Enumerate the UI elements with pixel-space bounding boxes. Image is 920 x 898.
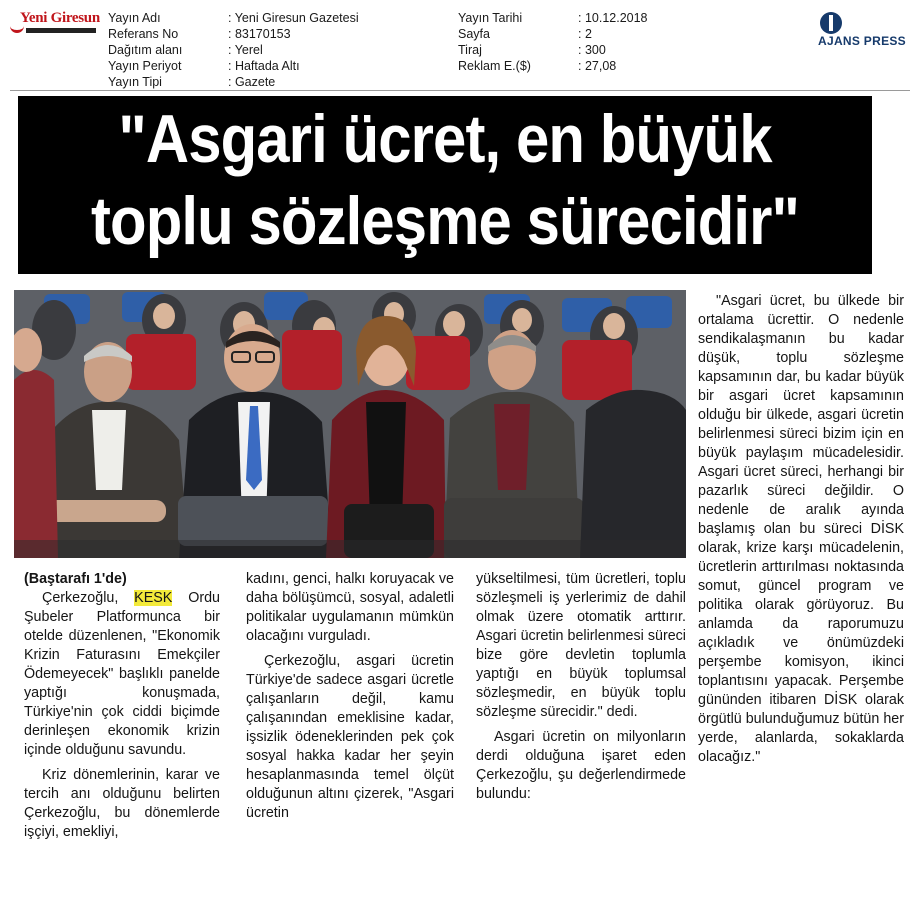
meta-value-period: : Haftada Altı bbox=[228, 59, 300, 73]
meta-value-circulation: : 300 bbox=[578, 43, 606, 57]
paragraph: yükseltilmesi, tüm ücretleri, toplu sözleşmeli iş yerlerimiz de dahil olmak üzere otomatik arttırır. Asgari ücretin belirlenmesi süreci bize göre devletin toplumla yaptığı en büyük toplumsal sözleşmedir, en büyük toplu sözleşme sürecidir." dedi. bbox=[476, 571, 686, 720]
agency-mark-icon bbox=[820, 12, 842, 34]
meta-label-reference: Referans No bbox=[108, 27, 179, 41]
meta-value-reference: : 83170153 bbox=[228, 27, 291, 41]
header-divider bbox=[10, 90, 910, 91]
meta-label-ad-equivalent: Reklam E.($) bbox=[458, 59, 531, 73]
meta-label-publication: Yayın Adı bbox=[108, 11, 161, 25]
meta-value-ad-equivalent: : 27,08 bbox=[578, 59, 617, 73]
paragraph: Çerkezoğlu, KESK Ordu Şubeler Platformunca bir otelde düzenlenen, "Ekonomik Krizin Faturasını Emekçiler Ödemeyecek" başlıklı panelde yaptığı konuşmada, Türkiye'nin çok ciddi biçimde derinleşen ekonomik krizin içinde olduğunu savundu. bbox=[24, 590, 220, 758]
paragraph: Kriz dönemlerinin, karar ve tercih anı olduğunu belirten Çerkezoğlu, bu dönemlerde işçiyi, emekliyi, bbox=[24, 767, 220, 840]
meta-value-distribution: : Yerel bbox=[228, 43, 263, 57]
meta-value-type: : Gazete bbox=[228, 75, 276, 89]
meta-label-circulation: Tiraj bbox=[458, 43, 482, 57]
paragraph: kadını, genci, halkı koruyacak ve daha bölüşümcü, sosyal, adaletli politikalar uygulamanın mümkün olacağını vurguladı. bbox=[246, 571, 454, 644]
headline-line-1: "Asgari ücret, en büyük bbox=[118, 101, 772, 177]
highlighted-keyword: KESK bbox=[134, 590, 173, 606]
paragraph: "Asgari ücret, bu ülkede bir ortalama ücrettir. O nedenle sendikalaşmanın bu kadar düşük, toplu sözleşme kapsamının dar, bu kadar büyük bir asgari ücret kapsamının olduğu bir ülkede, asgari ücretin belirlenmesi süreci bizim için en büyük paylaşım mücadelesidir. Asgari ücret süreci, herhangi bir pazarlık süreci değildir. O nedenle de aralık ayında başlamış olan bu süreci DİSK olarak, krize karşı mücadelenin, ücretlerin arttırılması noktasında somut, güncel program ve politika olarak görüyoruz. Bu anlamda da raporumuzu açıkladık ve önümüzdeki perşembe komisyon, ikinci toplantısını yapacak. Perşembe gününden itibaren DİSK olarak örgütlü bulunduğumuz bütün her yerde, alanlarda, sokaklarda olacağız." bbox=[698, 293, 904, 765]
meta-value-page: : 2 bbox=[578, 27, 592, 41]
meta-value-date: : 10.12.2018 bbox=[578, 11, 648, 25]
meta-label-period: Yayın Periyot bbox=[108, 59, 182, 73]
meta-label-type: Yayın Tipi bbox=[108, 75, 162, 89]
logo-underline bbox=[26, 28, 96, 33]
article-photo bbox=[14, 290, 686, 558]
newspaper-logo: Yeni Giresun bbox=[8, 10, 100, 36]
agency-logo: AJANS PRESS bbox=[812, 12, 912, 52]
headline-line-2: toplu sözleşme sürecidir" bbox=[90, 183, 800, 259]
continuation-kicker: (Baştarafı 1'de) bbox=[24, 571, 127, 587]
meta-label-date: Yayın Tarihi bbox=[458, 11, 523, 25]
paragraph: Asgari ücretin on milyonların derdi olduğuna işaret eden Çerkezoğlu, şu değerlendirmede bulundu: bbox=[476, 729, 686, 802]
clipping-header bbox=[0, 0, 920, 90]
panel-audience-photo bbox=[14, 290, 686, 558]
meta-value-publication: : Yeni Giresun Gazetesi bbox=[228, 11, 359, 25]
article-column-4 bbox=[698, 292, 904, 767]
article-column-1 bbox=[24, 570, 220, 842]
article-column-3 bbox=[476, 570, 686, 804]
paragraph: Çerkezoğlu, asgari ücretin Türkiye'de sadece asgari ücretle çalışanların değil, kamu çalışanından emeklisine kadar, işsizlik ödeneklerinden pek çok sosyal hakka kadar her şeyin hesaplanmasında temel ölçüt olduğunun altını çizerek, "Asgari ücretin bbox=[246, 653, 454, 821]
headline-box bbox=[18, 96, 872, 274]
meta-label-page: Sayfa bbox=[458, 27, 490, 41]
article-column-2 bbox=[246, 570, 454, 823]
meta-label-distribution: Dağıtım alanı bbox=[108, 43, 183, 57]
